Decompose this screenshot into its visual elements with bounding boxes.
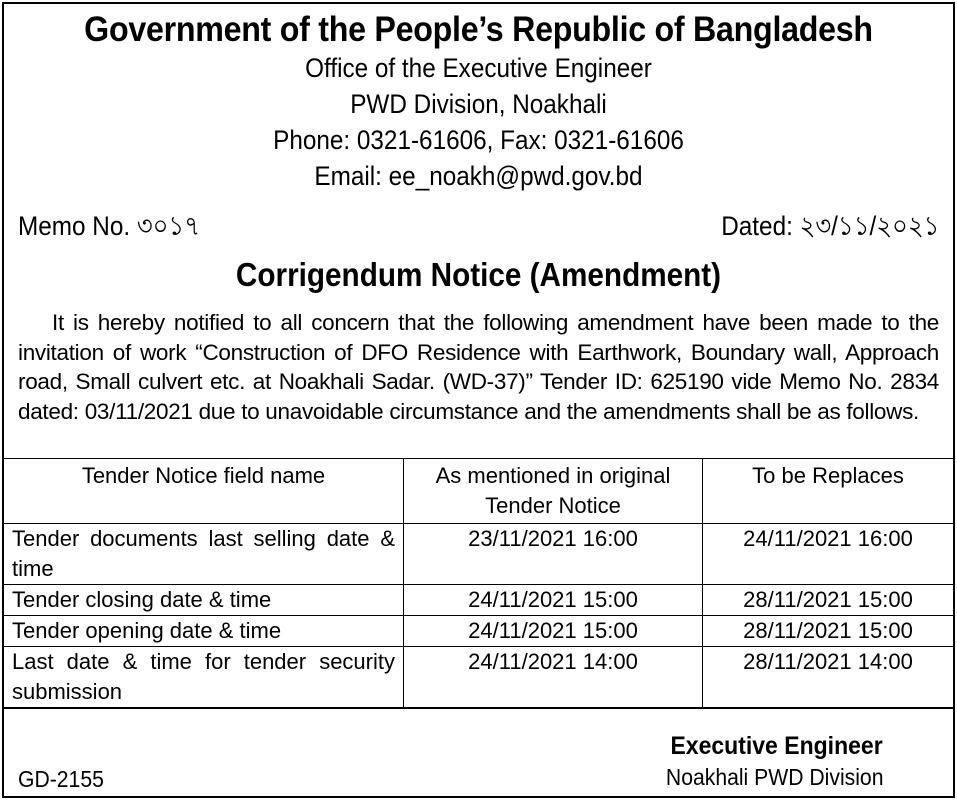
government-title: Government of the People’s Republic of Bangladesh [84,10,873,49]
table-cell-replace: 28/11/2021 15:00 [703,585,954,616]
table-row [4,585,953,616]
table-cell-original: 24/11/2021 15:00 [404,616,703,647]
table-cell-original: 24/11/2021 14:00 [404,647,703,708]
table-header-row [4,459,953,524]
table-bottom-divider [4,708,953,709]
table-cell-field: Tender closing date & time [4,585,404,616]
notice-body: It is hereby notified to all concern that the following amendment have been made to the invitation of work “Construction of DFO Residence with Earthwork, Boundary wall, Approach road, Small culvert etc. at Noakhali Sadar. (WD-37)” Tender ID: 625190 vide Memo No. 2834 dated: 03/11/2021 due to unavoidable circumstance and the amendments shall be as follows. [18,310,939,424]
gd-number: GD-2155 [18,766,104,792]
amendment-table [4,458,953,708]
table-header-field: Tender Notice field name [4,459,404,524]
signatory-office: Noakhali PWD Division [665,764,883,790]
table-header-replace: To be Replaces [703,459,954,524]
notice-page [2,2,955,798]
table-cell-original: 24/11/2021 15:00 [404,585,703,616]
phone-fax: Phone: 0321-61606, Fax: 0321-61606 [273,125,684,156]
notice-title: Corrigendum Notice (Amendment) [235,256,722,293]
memo-date: Dated: ২৩/১১/২০২১ [720,211,939,241]
notice-header [4,10,953,194]
table-cell-field: Tender opening date & time [4,616,404,647]
office-name: Office of the Executive Engineer [305,53,652,84]
table-cell-replace: 28/11/2021 14:00 [703,647,954,708]
table-cell-original: 23/11/2021 16:00 [404,524,703,585]
table-header-original: As mentioned in original Tender Notice [404,459,703,524]
email: Email: ee_noakh@pwd.gov.bd [314,161,643,192]
table-cell-replace: 24/11/2021 16:00 [703,524,954,585]
table-cell-field: Last date & time for tender security submission [4,647,404,708]
table-row [4,616,953,647]
table-cell-replace: 28/11/2021 15:00 [703,616,954,647]
table-row [4,647,953,708]
memo-number: Memo No. ৩০১৭ [18,211,201,241]
signatory-title: Executive Engineer [670,732,883,760]
memo-row [18,208,939,244]
table-row [4,524,953,585]
division-name: PWD Division, Noakhali [350,89,607,120]
table-cell-field: Tender documents last selling date & time [4,524,404,585]
